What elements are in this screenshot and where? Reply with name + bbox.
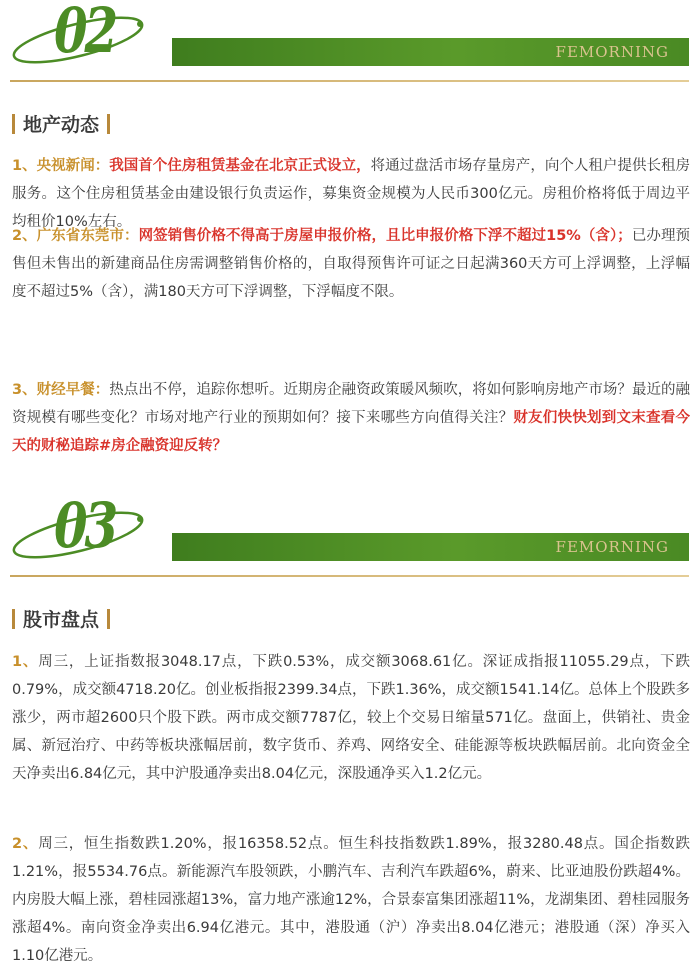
item-headline: 网签销售价格不得高于房屋申报价格，且比申报价格下浮不超过15%（含）； — [138, 228, 632, 244]
heading-pipe-right — [107, 114, 110, 134]
section-number: 03 — [54, 489, 116, 562]
news-item-2 — [12, 222, 690, 306]
brand-text: FEMORNING — [555, 538, 669, 556]
item-index: 1、 — [12, 654, 39, 670]
item-index: 2、 — [12, 836, 39, 852]
item-source: 央视新闻： — [36, 158, 110, 174]
item-body: 已办理预售但未售出的新建商品住房需调整销售价格的，自取得预售许可证之日起满360天方可上浮调整，上浮幅度不超过5%（含），满180天方可下浮调整，下浮幅度不限。 — [12, 228, 690, 300]
market-item-1 — [12, 648, 690, 788]
section-banner-03 — [0, 489, 699, 575]
item-source: 财经早餐： — [36, 382, 110, 398]
item-body: 热点出不停，追踪你想听。近期房企融资政策暖风频吹，将如何影响房地产市场？最近的融资规模有哪些变化？市场对地产行业的预期如何？接下来哪些方向值得关注？ — [12, 382, 691, 426]
section-banner-02 — [0, 0, 699, 80]
section-number: 02 — [54, 0, 116, 67]
brand-bar — [172, 533, 689, 561]
brand-text: FEMORNING — [555, 43, 669, 61]
section-heading — [12, 110, 110, 137]
divider-rule — [10, 575, 689, 577]
item-body: 将通过盘活市场存量房产，向个人租户提供长租房服务。这个住房租赁基金由建设银行负责运作，募集资金规模为人民币300亿元。房租价格将低于周边平均租价10%左右。 — [12, 158, 691, 230]
item-index: 3、 — [12, 382, 37, 398]
heading-pipe-left — [12, 114, 15, 134]
heading-text: 股市盘点 — [23, 609, 100, 631]
item-body: 周三，上证指数报3048.17点，下跌0.53%，成交额3068.61亿。深证成指报11055.29点，下跌0.79%，成交额4718.20亿。创业板指报2399.34点，下跌1.36%，成交额1541.14亿。总体上个股跌多涨少，两市超2600只个股下跌。两市成交额7787亿，较上个交易日缩量571亿。盘面上，供销社、贵金属、新冠治疗、中药等板块涨幅居前，数字货币、养鸡、网络安全、硅能源等板块跌幅居前。北向资金全天净卖出6.84亿元，其中沪股通净卖出8.04亿元，深股通净买入1.2亿元。 — [12, 654, 691, 782]
item-index: 1、 — [12, 158, 37, 174]
brand-bar — [172, 38, 689, 66]
news-item-3 — [12, 376, 690, 460]
item-source: 广东省东莞市： — [36, 228, 139, 244]
item-index: 2、 — [12, 228, 37, 244]
section-heading — [12, 605, 110, 632]
item-body: 周三，恒生指数跌1.20%，报16358.52点。恒生科技指数跌1.89%，报3280.48点。国企指数跌1.21%，报5534.76点。新能源汽车股领跌，小鹏汽车、吉利汽车跌超6%，蔚来、比亚迪股份跌超4%。内房股大幅上涨，碧桂园涨超13%，富力地产涨逾12%，合景泰富集团涨超11%，龙湖集团、碧桂园服务涨超4%。南向资金净卖出6.94亿港元。其中，港股通（沪）净卖出8.04亿港元；港股通（深）净买入1.10亿港元。 — [12, 836, 691, 964]
heading-pipe-left — [12, 609, 15, 629]
heading-text: 地产动态 — [23, 114, 100, 136]
item-headline: 我国首个住房租赁基金在北京正式设立， — [109, 158, 371, 174]
heading-pipe-right — [107, 609, 110, 629]
call-to-action: 财友们快快划到文末查看今天的财秘追踪#房企融资迎反转？ — [12, 410, 691, 454]
market-item-2 — [12, 830, 690, 970]
divider-rule — [10, 80, 689, 82]
